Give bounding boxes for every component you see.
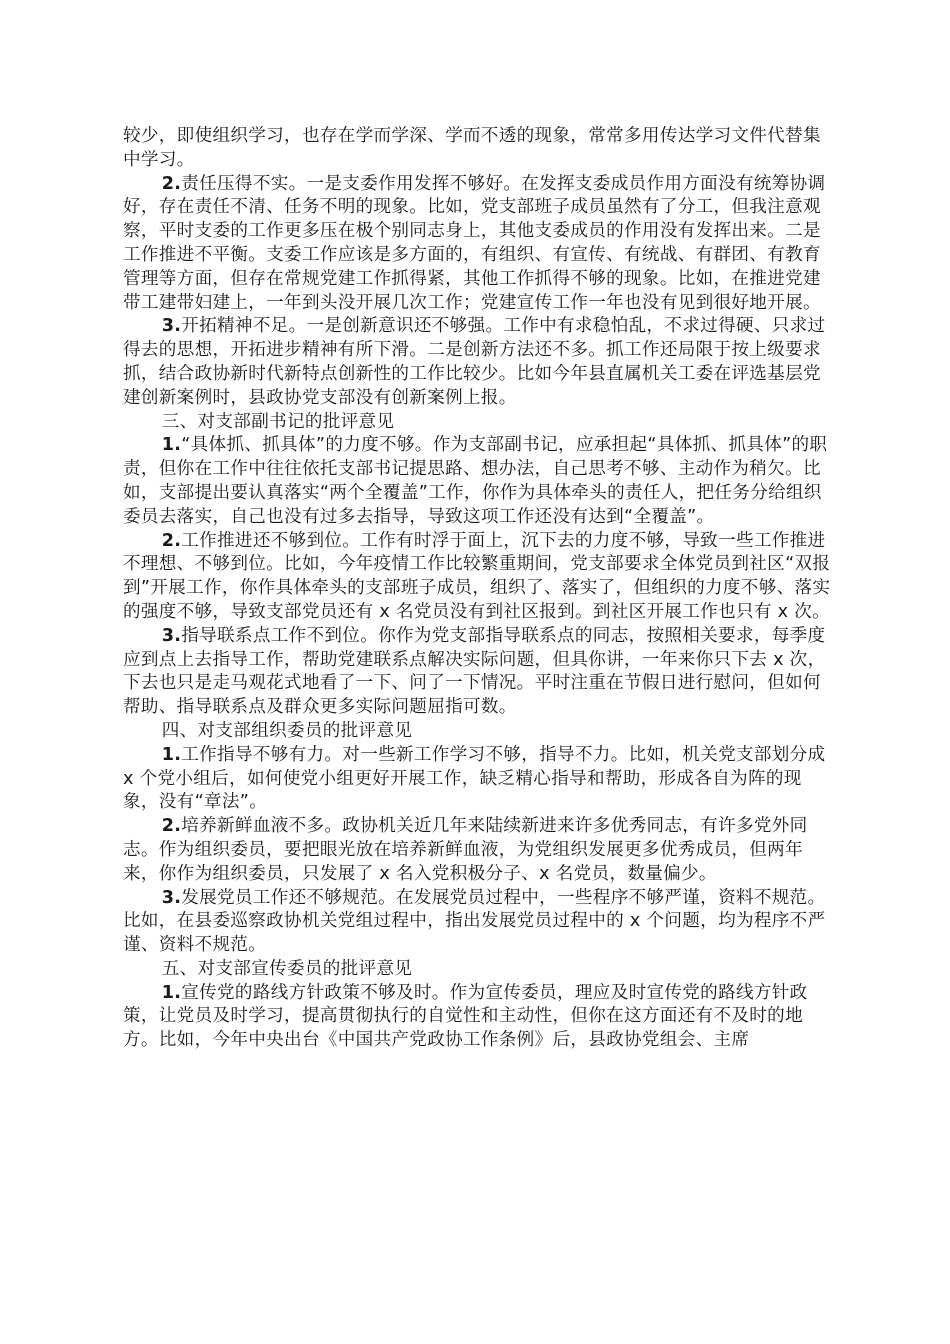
paragraph-lead: 1. xyxy=(161,435,182,456)
paragraph-text: 责任压得不实。一是支委作用发挥不够好。在发挥支委成员作用方面没有统筹协调好，存在责任不清、任务不明的现象。比如，党支部班子成员虽然有了分工，但我注意观察，平时支委的工作更多压在极个别同志身上，其他支委成员的作用没有发挥出来。二是工作推进不平衡。支委工作应该是多方面的，有组织、有宣传、有统战、有群团、有教育管理等方面，但存在常规党建工作抓得紧，其他工作抓得不够的现象。比如，在推进党建带工建带妇建上，一年到头没开展几次工作；党建宣传工作一年也没有见到很好地开展。 xyxy=(123,173,826,313)
paragraph-item xyxy=(123,815,833,886)
paragraph-text: 培养新鲜血液不多。政协机关近几年来陆续新进来许多优秀同志，有许多党外同志。作为组织委员，要把眼光放在培养新鲜血液，为党组织发展更多优秀成员，但两年来，你作为组织委员，只发展了 x 名入党积极分子、x 名党员，数量偏少。 xyxy=(123,816,808,884)
paragraph-text: “具体抓、抓具体”的力度不够。作为支部副书记，应承担起“具体抓、抓具体”的职责，但你在工作中往往依托支部书记提思路、想办法，自己思考不够、主动作为稍欠。比如，支部提出要认真落实“两个全覆盖”工作，你作为具体牵头的责任人，把任务分给组织委员去落实，自己也没有过多去指导，导致这项工作还没有达到“全覆盖”。 xyxy=(123,435,828,527)
paragraph-lead: 3. xyxy=(161,316,182,337)
paragraph-item xyxy=(123,982,833,1053)
paragraph-lead: 1. xyxy=(161,982,182,1003)
section-heading: 四、对支部组织委员的批评意见 xyxy=(161,720,413,741)
paragraph-text: 宣传党的路线方针政策不够及时。作为宣传委员，理应及时宣传党的路线方针政策，让党员及时学习，提高贯彻执行的自觉性和主动性，但你在这方面还有不及时的地方。比如，今年中央出台《中国共产党政协工作条例》后，县政协党组会、主席 xyxy=(123,982,808,1051)
paragraph-lead: 1. xyxy=(161,744,182,765)
paragraph-item xyxy=(123,625,833,720)
paragraph-item xyxy=(123,744,833,815)
paragraph-text: 工作推进还不够到位。工作有时浮于面上，沉下去的力度不够，导致一些工作推进不理想、不够到位。比如，今年疫情工作比较繁重期间，党支部要求全体党员到社区“双报到”开展工作，你作具体牵头的支部班子成员，组织了、落实了，但组织的力度不够、落实的强度不够，导致支部党员还有 x 名党员没有到社区报到。到社区开展工作也只有 x 次。 xyxy=(123,530,831,622)
section-heading: 五、对支部宣传委员的批评意见 xyxy=(161,958,413,979)
paragraph-item xyxy=(123,173,833,316)
paragraph-text: 发展党员工作还不够规范。在发展党员过程中，一些程序不够严谨，资料不规范。比如，在县委巡察政协机关党组过程中，指出发展党员过程中的 x 个问题，均为程序不严谨、资料不规范。 xyxy=(123,887,826,956)
document-body xyxy=(123,125,833,1053)
paragraph-lead: 3. xyxy=(161,625,182,646)
paragraph-item xyxy=(123,887,833,958)
paragraph-lead: 3. xyxy=(161,887,182,908)
paragraph-text: 开拓精神不足。一是创新意识还不够强。工作中有求稳怕乱，不求过得硬、只求过得去的思想，开拓进步精神有所下滑。二是创新方法还不多。抓工作还局限于按上级要求抓，结合政协新时代新特点创新性的工作比较少。比如今年县直属机关工委在评选基层党建创新案例时，县政协党支部没有创新案例上报。 xyxy=(123,316,826,408)
paragraph-item xyxy=(123,434,833,529)
paragraph-text: 较少，即使组织学习，也存在学而学深、学而不透的现象，常常多用传达学习文件代替集中学习。 xyxy=(123,126,821,170)
paragraph-continuation xyxy=(123,125,833,173)
section-heading: 三、对支部副书记的批评意见 xyxy=(161,411,395,432)
paragraph-lead: 2. xyxy=(161,816,182,837)
paragraph-item xyxy=(123,315,833,410)
paragraph-lead: 2. xyxy=(161,530,182,551)
paragraph-item xyxy=(123,530,833,625)
paragraph-text: 工作指导不够有力。对一些新工作学习不够，指导不力。比如，机关党支部划分成 x 个党小组后，如何使党小组更好开展工作，缺乏精心指导和帮助，形成各自为阵的现象，没有“章法”。 xyxy=(123,744,826,813)
paragraph-lead: 2. xyxy=(161,173,182,194)
paragraph-text: 指导联系点工作不到位。你作为党支部指导联系点的同志，按照相关要求，每季度应到点上去指导工作，帮助党建联系点解决实际问题，但具你讲，一年来你只下去 x 次，下去也只是走马观花式地看了一下、问了一下情况。平时注重在节假日进行慰问，但如何帮助、指导联系点及群众更多实际问题屈指可数。 xyxy=(123,625,826,718)
